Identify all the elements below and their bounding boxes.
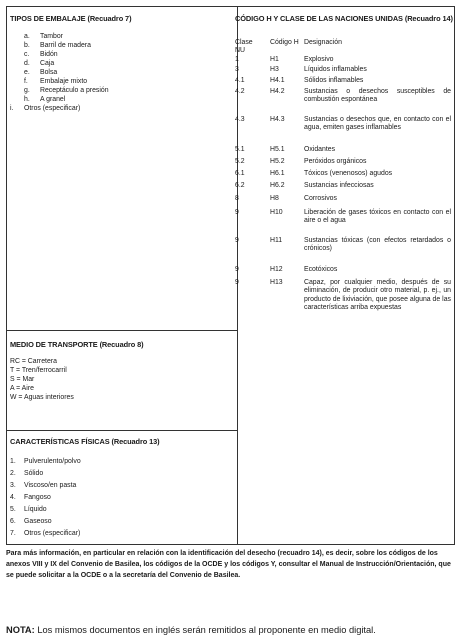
column-header: Designación (304, 39, 342, 46)
footer-note: Para más información, en particular en relación con la identificación del desecho (recuadro 14), es decir, sobre los códigos de los anexos VIII y IX del Convenio de Basilea, los códigos de la OCDE y los códigos Y, consultar el Manual de Instrucción/Orientación, que se puede solicitar a la OCDE o a la secretaría del Convenio de Basilea. (6, 550, 451, 579)
note (6, 625, 376, 635)
divider-physical (7, 430, 237, 431)
note-text: Los mismos documentos en inglés serán remitidos al proponente en medio digital. (37, 625, 376, 635)
list-item: g. Receptáculo a presión (24, 87, 109, 94)
list-item: 7. Otros (especificar) (10, 530, 81, 537)
list-item: 6. Gaseoso (10, 518, 52, 525)
list-item: d. Caja (24, 60, 55, 67)
list-item: 1. Pulverulento/polvo (10, 458, 81, 465)
column-header: Clase NU (235, 39, 253, 55)
list-item: i. Otros (especificar) (10, 105, 81, 112)
physical-title: CARACTERÍSTICAS FÍSICAS (Recuadro 13) (10, 437, 160, 446)
list-item: b. Barril de madera (24, 42, 91, 49)
note-label: NOTA: (6, 625, 35, 635)
list-item: h. A granel (24, 96, 66, 103)
list-item: RC = Carretera (10, 358, 57, 365)
list-item: W = Aguas interiores (10, 394, 74, 401)
list-item: T = Tren/ferrocarril (10, 367, 67, 374)
un-codes-title: CÓDIGO H Y CLASE DE LAS NACIONES UNIDAS (Recuadro 14) (235, 14, 453, 23)
list-item: 2. Sólido (10, 470, 44, 477)
list-item: S = Mar (10, 376, 35, 383)
list-item: e. Bolsa (24, 69, 58, 76)
list-item: A = Aire (10, 385, 34, 392)
transport-title: MEDIO DE TRANSPORTE (Recuadro 8) (10, 340, 144, 349)
column-header: Código H (270, 39, 299, 46)
list-item: 3. Viscoso/en pasta (10, 482, 77, 489)
list-item: f. Embalaje mixto (24, 78, 88, 85)
divider-transport (7, 330, 237, 331)
list-item: a. Tambor (24, 33, 63, 40)
list-item: c. Bidón (24, 51, 58, 58)
list-item: 5. Líquido (10, 506, 47, 513)
list-item: 4. Fangoso (10, 494, 51, 501)
packaging-title: TIPOS DE EMBALAJE (Recuadro 7) (10, 14, 132, 23)
